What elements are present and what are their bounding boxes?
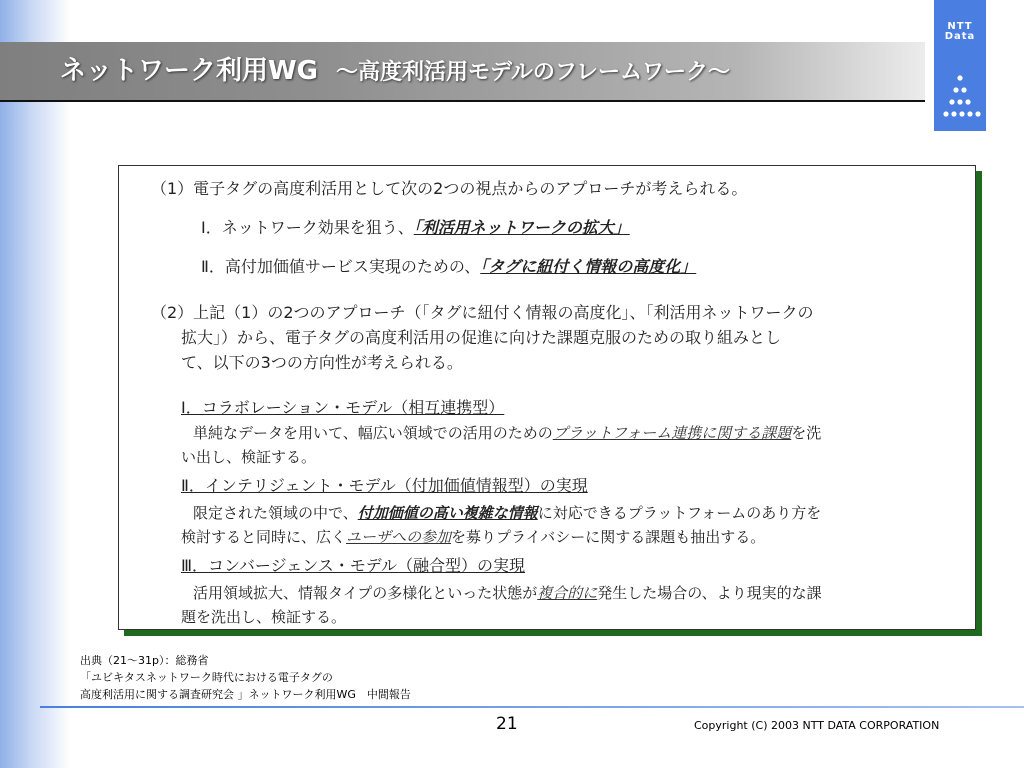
s1-body1-a: 単純なデータを用いて、幅広い領域での活用のための: [193, 424, 553, 442]
s2-body2-a: 検討すると同時に、広く: [181, 528, 347, 546]
s1-body1-underlined: プラットフォーム連携に関する課題: [552, 424, 792, 442]
p1-item2-prefix: Ⅱ．高付加価値サービス実現のための、: [201, 257, 481, 276]
copyright-notice: Copyright (C) 2003 NTT DATA CORPORATION: [694, 719, 940, 732]
p1-intro: （1）電子タグの高度利活用として次の2つの視点からのアプローチが考えられる。: [151, 179, 748, 198]
footer-divider: [40, 706, 1024, 708]
source-line2: 「ユビキタスネットワーク時代における電子タグの: [80, 671, 333, 684]
s1-body-line1: [193, 422, 821, 443]
logo-text-line2: Data: [944, 31, 976, 42]
s1-body1-b: を洗: [791, 424, 822, 442]
s2-body-line2: [181, 526, 765, 547]
slide-title-sub: ～高度利活用モデルのフレームワーク～: [336, 60, 731, 85]
s2-body-line1: [193, 502, 821, 523]
p1-item2-highlight: 「タグに紐付く情報の高度化」: [480, 257, 697, 276]
p2-line3: て、以下の3つの方向性が考えられる。: [181, 353, 463, 372]
s1-body-line2: い出し、検証する。: [181, 448, 317, 466]
logo-text: [934, 22, 986, 42]
p1-item1-prefix: Ⅰ．ネットワーク効果を狙う、: [201, 218, 414, 237]
p2-line2: 拡大」）から、電子タグの高度利活用の促進に向けた課題克服のための取り組みとし: [181, 328, 782, 347]
logo-dots-icon: [934, 72, 986, 122]
logo-text-line1: NTT: [947, 21, 973, 32]
p2-line1: （2）上記（1）の2つのアプローチ（「タグに紐付く情報の高度化」、「利活用ネットワークの: [151, 303, 814, 322]
source-citation: [80, 652, 411, 703]
p1-item1-highlight: 「利活用ネットワークの拡大」: [413, 218, 630, 237]
source-line3: 高度利活用に関する調査研究会 」ネットワーク利用WG 中間報告: [80, 688, 411, 701]
ntt-data-logo: [934, 0, 986, 131]
s2-body2-underlined: ユーザへの参加: [346, 528, 452, 546]
s3-body-line2: 題を洗出し、検証する。: [181, 608, 347, 626]
left-gradient-band: [0, 0, 70, 768]
content-box: [118, 165, 976, 630]
slide-title-main: ネットワーク利用WG: [60, 56, 319, 86]
s3-body1-underlined: 複合的に: [537, 584, 598, 602]
s2-heading: Ⅱ．インテリジェント・モデル（付加価値情報型）の実現: [181, 476, 588, 495]
s3-body1-b: 発生した場合の、より現実的な課: [597, 584, 822, 602]
s3-body-line1: [193, 582, 822, 603]
s3-body1-a: 活用領域拡大、情報タイプの多様化といった状態が: [193, 584, 538, 602]
slide-title: [60, 50, 730, 87]
s2-body1-b: に対応できるプラットフォームのあり方を: [537, 504, 822, 522]
page-number: 21: [496, 714, 518, 734]
p1-item1: [201, 215, 630, 238]
s2-body1-a: 限定された領域の中で、: [193, 504, 358, 522]
s2-body1-highlight: 付加価値の高い複雑な情報: [357, 504, 538, 522]
s2-body2-b: を募りプライバシーに関する課題も抽出する。: [451, 528, 766, 546]
s3-heading: Ⅲ．コンバージェンス・モデル（融合型）の実現: [181, 556, 525, 575]
p1-item2: [201, 254, 696, 277]
s1-heading: Ⅰ．コラボレーション・モデル（相互連携型）: [181, 398, 505, 417]
source-line1: 出典（21～31p）：総務省: [80, 654, 209, 667]
